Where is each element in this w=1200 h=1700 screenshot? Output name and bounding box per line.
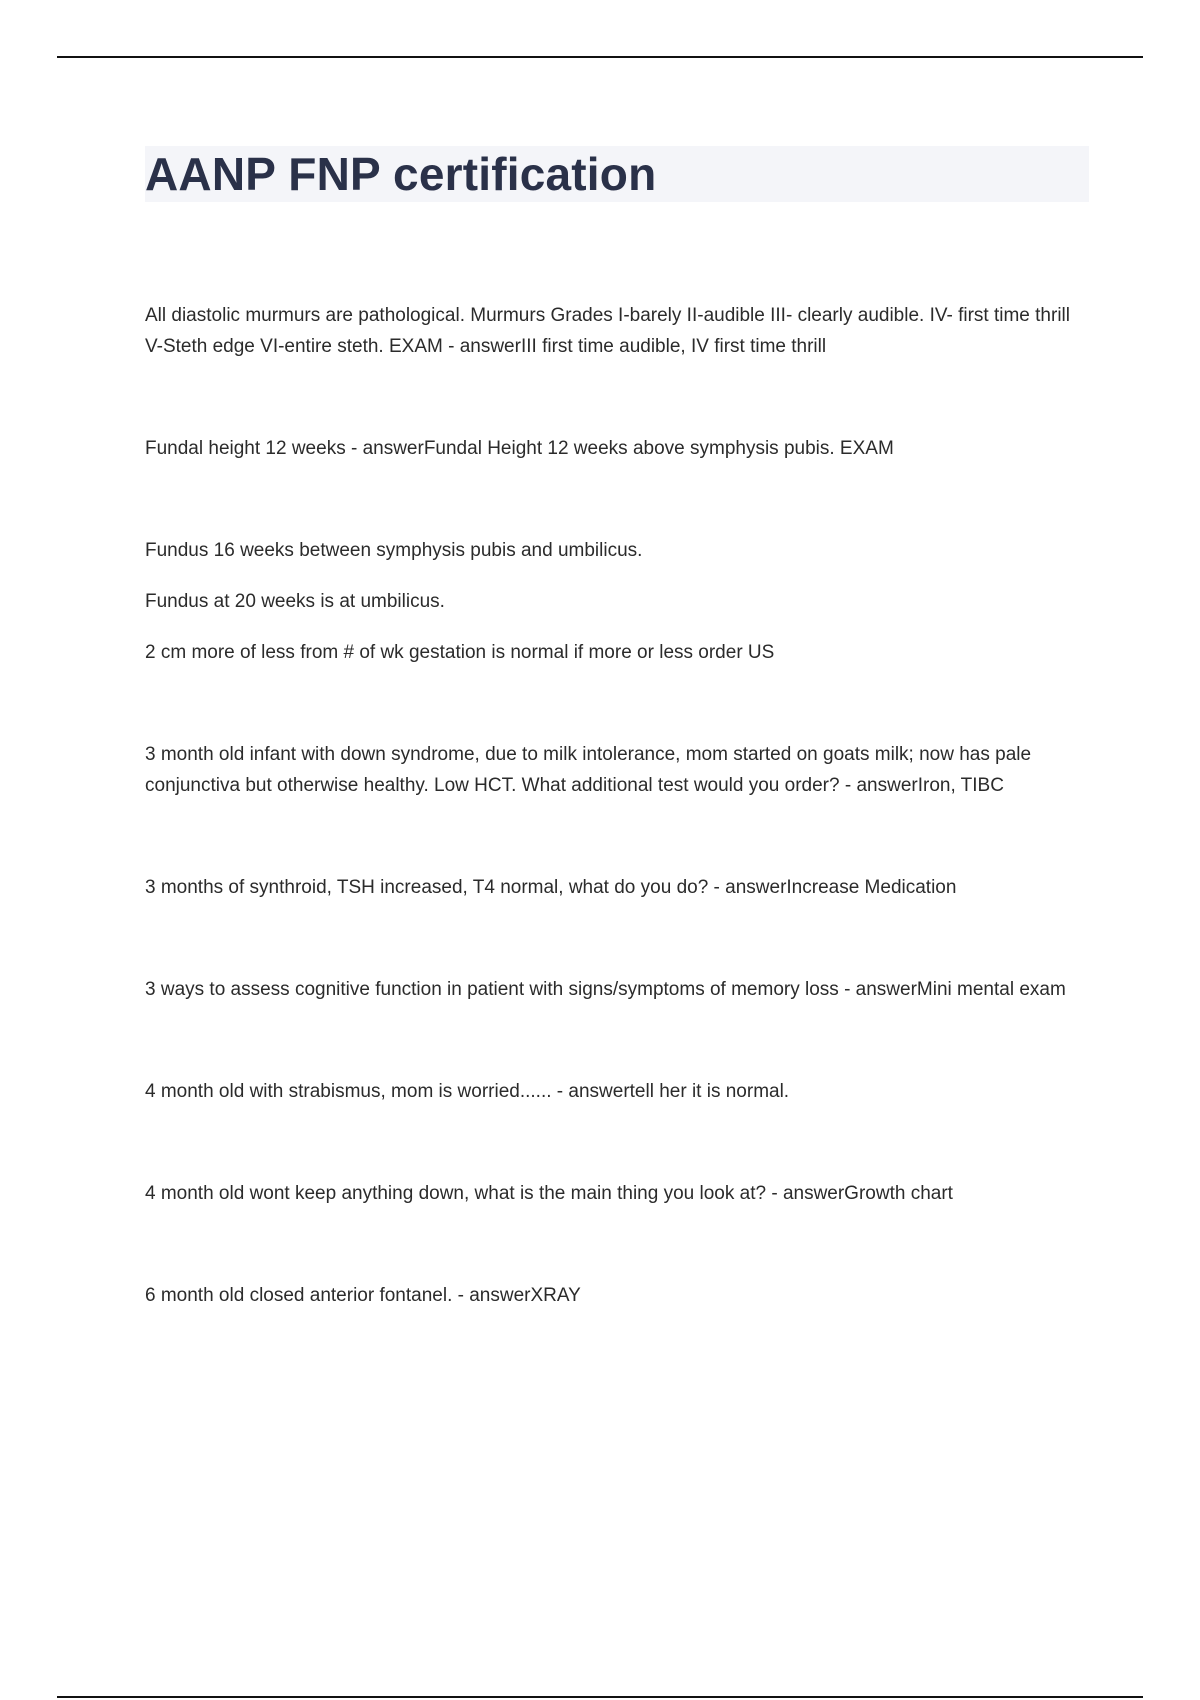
document-body xyxy=(145,300,1085,1311)
qa-item-cognitive-function: 3 ways to assess cognitive function in patient with signs/symptoms of memory loss - answerMini mental exam xyxy=(145,979,1066,1000)
qa-item-gestation-cm: 2 cm more of less from # of wk gestation is normal if more or less order US xyxy=(145,642,775,663)
bottom-rule xyxy=(57,1696,1143,1698)
top-rule xyxy=(57,56,1143,58)
qa-item-strabismus: 4 month old with strabismus, mom is worried...... - answertell her it is normal. xyxy=(145,1081,790,1102)
qa-item-fundus-16: Fundus 16 weeks between symphysis pubis and umbilicus. xyxy=(145,540,643,561)
qa-item-fundal-height-12: Fundal height 12 weeks - answerFundal Height 12 weeks above symphysis pubis. EXAM xyxy=(145,438,894,459)
qa-item-fundus-20: Fundus at 20 weeks is at umbilicus. xyxy=(145,591,445,612)
qa-item-synthroid: 3 months of synthroid, TSH increased, T4 normal, what do you do? - answerIncrease Medication xyxy=(145,877,957,898)
qa-item-vomiting-infant: 4 month old wont keep anything down, what is the main thing you look at? - answerGrowth chart xyxy=(145,1183,953,1204)
qa-item-murmurs: All diastolic murmurs are pathological. Murmurs Grades I-barely II-audible III- clearly audible. IV- first time thrill V-Steth edge VI-entire steth. EXAM - answerIII first time audible, IV first time thrill xyxy=(145,305,1070,357)
document-title: AANP FNP certification xyxy=(145,148,657,200)
qa-item-fontanel: 6 month old closed anterior fontanel. - answerXRAY xyxy=(145,1285,581,1306)
qa-item-down-syndrome-infant: 3 month old infant with down syndrome, due to milk intolerance, mom started on goats milk; now has pale conjunctiva but otherwise healthy. Low HCT. What additional test would you order? - answerIron, TIBC xyxy=(145,744,1032,796)
